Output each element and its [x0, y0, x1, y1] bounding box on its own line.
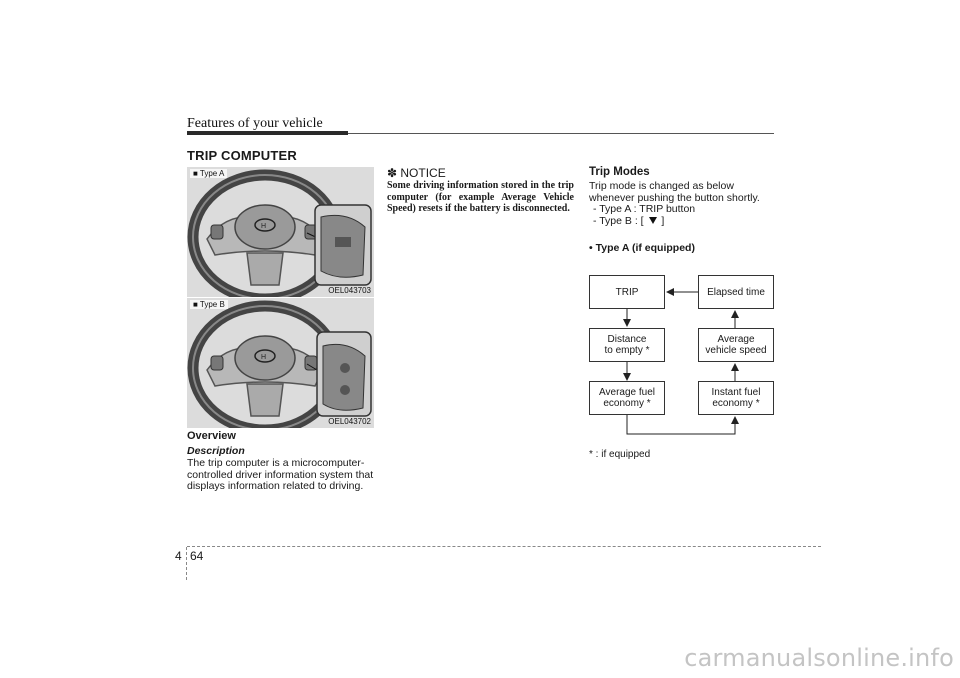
figure-label: ■ Type B [190, 300, 228, 309]
steering-wheel-figure-type-a [187, 167, 374, 297]
page-number: 64 [190, 549, 204, 563]
steering-wheel-illustration-icon [187, 298, 374, 428]
mode-box-average-fuel-economy: Average fuel economy * [589, 381, 665, 415]
figure-label: ■ Type A [190, 169, 227, 178]
mode-box-elapsed-time: Elapsed time [698, 275, 774, 309]
mode-box-trip: TRIP [589, 275, 665, 309]
header-rule-thin [348, 133, 774, 134]
steering-wheel-figure-type-b [187, 297, 374, 428]
footer-vertical-rule [186, 547, 187, 580]
watermark: carmanualsonline.info [684, 644, 954, 672]
chapter-number: 4 [175, 549, 182, 563]
type-a-bullet: • Type A (if equipped) [589, 242, 695, 254]
down-triangle-icon [648, 216, 658, 225]
mode-box-average-vehicle-speed: Average vehicle speed [698, 328, 774, 362]
trip-modes-heading: Trip Modes [589, 166, 650, 178]
footnote: * : if equipped [589, 449, 651, 460]
section-title: TRIP COMPUTER [187, 148, 297, 163]
page-header-title: Features of your vehicle [187, 116, 323, 131]
type-a-line: - Type A : TRIP button [593, 203, 696, 215]
notice-text: Some driving information stored in the trip computer (for example Average Vehicle Speed) resets if the battery is disconnected. [387, 180, 574, 215]
steering-wheel-illustration-icon [187, 167, 374, 297]
mode-box-distance-to-empty: Distance to empty * [589, 328, 665, 362]
trip-modes-intro: Trip mode is changed as below whenever pushing the button shortly. [589, 180, 760, 204]
type-b-line [589, 216, 779, 228]
overview-text: The trip computer is a microcomputer-controlled driver information system that displays information related to driving. [187, 457, 374, 492]
type-b-suffix: ] [661, 214, 665, 227]
trip-modes-text [589, 181, 779, 227]
figure-code: OEL043702 [328, 417, 371, 426]
mode-box-instant-fuel-economy: Instant fuel economy * [698, 381, 774, 415]
svg-text:H: H [261, 354, 267, 361]
svg-text:H: H [261, 223, 267, 230]
figure-code: OEL043703 [328, 286, 371, 295]
header-rule-thick [187, 131, 348, 135]
footer-rule [187, 546, 821, 547]
notice-heading: ✽ NOTICE [387, 166, 446, 180]
description-subheading: Description [187, 445, 245, 457]
overview-heading: Overview [187, 430, 236, 442]
type-b-prefix: - Type B : [ [593, 214, 644, 227]
